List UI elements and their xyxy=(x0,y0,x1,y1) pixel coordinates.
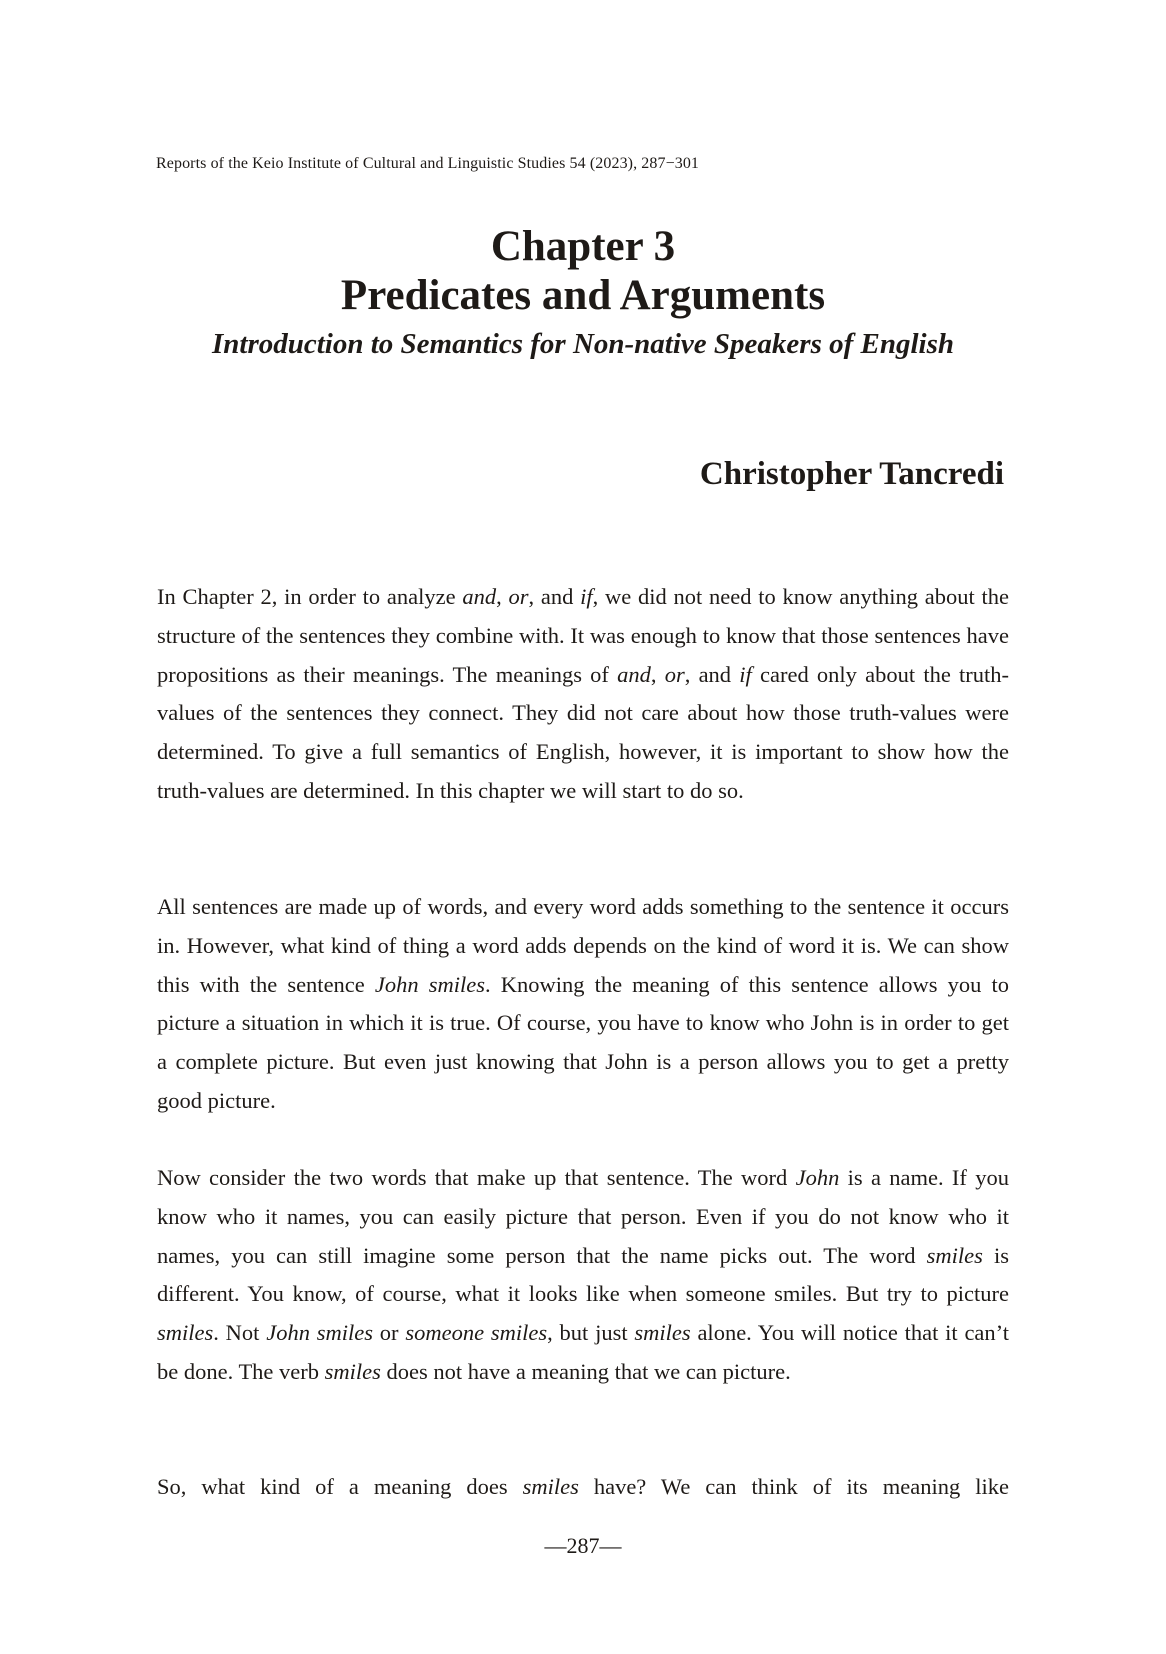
body-paragraph xyxy=(157,578,1009,811)
chapter-title: Predicates and Arguments xyxy=(340,272,826,319)
text-run: , and xyxy=(528,584,581,609)
page-number: —287— xyxy=(544,1533,622,1558)
text-run: , and xyxy=(684,661,740,687)
italic-term: smiles xyxy=(157,1320,214,1346)
italic-term: smiles xyxy=(634,1320,691,1346)
text-run: , we did not need to know anything about the structure of the sentences they combine with. It was enough to know that those sentences have propositions as their meanings. The meanings of xyxy=(157,584,1010,687)
italic-term: smiles xyxy=(522,1474,579,1499)
text-run: , xyxy=(650,661,665,687)
body-paragraph xyxy=(157,888,1009,1121)
italic-term: John xyxy=(795,1165,840,1190)
italic-term: and xyxy=(462,584,497,609)
text-run: , xyxy=(496,584,509,609)
text-run: . Knowing the meaning of this sentence allows you to picture a situation in which it is true. Of course, you have to know who John is in order to get a complete picture. But even just knowing that John is a person allows you to get a pretty good picture. xyxy=(157,971,1009,1113)
text-run: alone. You will notice that it can’t be done. The verb xyxy=(157,1320,1010,1384)
text-run: is a name. If you know who it names, you can easily picture that person. Even if you do not know who it names, you can still imagine some person that the name picks out. The word xyxy=(157,1165,1009,1268)
chapter-subtitle: Introduction to Semantics for Non-native Speakers of English xyxy=(211,328,955,360)
italic-term: if xyxy=(580,584,593,609)
body-paragraph xyxy=(157,1159,1009,1392)
italic-term: or xyxy=(508,584,529,609)
text-run: does not have a meaning that we can picture. xyxy=(380,1358,791,1384)
text-run: , but just xyxy=(547,1320,635,1346)
italic-term: John smiles xyxy=(266,1320,373,1346)
body-paragraph xyxy=(157,1468,1009,1507)
italic-term: smiles xyxy=(324,1358,381,1384)
italic-term: John smiles xyxy=(374,971,485,997)
italic-term: someone smiles xyxy=(405,1320,548,1346)
text-run: or xyxy=(373,1320,406,1346)
text-run: All sentences are made up of words, and every word adds something to the sentence it occurs in. However, what kind of thing a word adds depends on the kind of word it is. We can show this with the sentence xyxy=(157,894,1009,997)
text-run: In Chapter 2, in order to analyze xyxy=(157,584,463,609)
text-run: is different. You know, of course, what it looks like when someone smiles. But try to picture xyxy=(157,1242,1010,1307)
italic-term: and xyxy=(617,661,651,687)
italic-term: or xyxy=(664,661,685,687)
text-run: have? We can think of its meaning like xyxy=(578,1474,1009,1499)
author-name: Christopher Tancredi xyxy=(699,456,1004,492)
text-run: So, what kind of a meaning does xyxy=(157,1474,523,1499)
italic-term: if xyxy=(739,661,752,687)
chapter-number: Chapter 3 xyxy=(490,223,676,270)
text-run: . Not xyxy=(213,1320,267,1346)
text-run: cared only about the truth-values of the sentences they connect. They did not care about how those truth-values were determined. To give a full semantics of English, however, it is important to show how the truth-values are determined. In this chapter we will start to do so. xyxy=(157,661,1010,803)
italic-term: smiles xyxy=(926,1242,983,1268)
text-run: Now consider the two words that make up that sentence. The word xyxy=(157,1165,796,1190)
running-head: Reports of the Keio Institute of Cultural and Linguistic Studies 54 (2023), 287−301 xyxy=(156,155,700,172)
